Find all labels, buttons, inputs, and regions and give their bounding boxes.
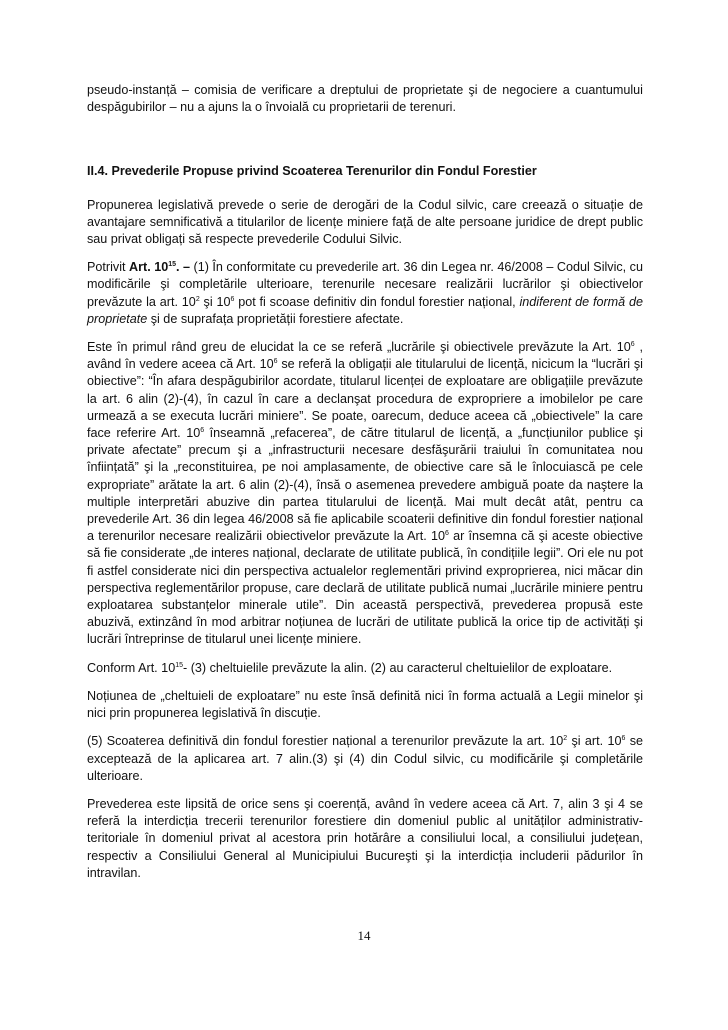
- italic-emphasis: indiferent de formă de proprietate: [87, 294, 644, 326]
- paragraph-costs: Conform Art. $10^{15}-$ (3) cheltuielile prevăzute la alin. (2) au caracterul cheltuielilor de exploatare.: [87, 660, 613, 675]
- article-ref: Art. $10^{15}$. –: [129, 260, 191, 275]
- paragraph-definition: Noțiunea de „cheltuieli de exploatare” nu este însă definită nici în forma actuală a Legii minelor şi nici prin propunerea legislativă în discuție.: [87, 688, 643, 721]
- paragraph-art-quote: Potrivit Art. $10^{15}$. – (1) În conformitate cu prevederile art. 36 din Legea nr. 46/2008 – Codul Silvic, cu modificările şi completările ulterioare, terenurile necesare realizării lucrărilor şi obiectivelor prevăzute la art. $10^2$ şi $10^6$ pot fi scoase definitiv din fondul forestier național, indiferent de formă de proprietate şi de suprafața proprietății forestiere afectate.: [87, 260, 644, 326]
- page-number: 14: [357, 928, 371, 943]
- document-body: [87, 82, 643, 893]
- section-heading: II.4. Prevederile Propuse privind Scoaterea Terenurilor din Fondul Forestier: [87, 164, 537, 179]
- paragraph-intro: Propunerea legislativă prevede o serie de derogări de la Codul silvic, care creează o situație de avantajare semnificativă a titularilor de licențe miniere față de alte persoane juridice de drept public sau privat obligați să respecte prevederile Codului Silvic.: [87, 197, 643, 247]
- paragraph-continuation: pseudo-instanță – comisia de verificare a dreptului de proprietate şi de negociere a cuantumului despăgubirilor – nu a ajuns la o învoială cu proprietarii de terenuri.: [87, 83, 643, 115]
- paragraph-analysis: Este în primul rând greu de elucidat la ce se referă „lucrările şi obiectivele prevăzute la Art. $10^6$ , având în vedere aceea că Art. $10^6$ se referă la obligații ale titularului de licență, nicicum la “lucrări şi obiective”: “În afara despăgubirilor acordate, titularul licenței de exploatare are obligațiile prevăzute la art. 6 alin (2)-(4), în cazul în care a declanşat procedura de expropriere a imobilelor pe care urmează a se executa lucrări miniere”. Se poate, oarecum, deduce aceea că „obiectivele” la care face referire Art. $10^6$ înseamnă „refacerea”, de către titularul de licență, a „funcțiunilor publice şi private afectate” precum şi a „infrastructurii necesare desfăşurării traiului în comunitatea nou înființată” şi la „reconstituirea, pe noi amplasamente, de obiective care să le înlocuiască pe cele expropriate” arătate la art. 6 alin (2)-(4), însă o asemenea prevedere ambiguă poate da naştere la multiple interpretări abuzive din partea titularului de licență. Mai mult decât atât, pentru ca prevederile Art. 36 din legea 46/2008 să fie aplicabile scoaterii definitive din fondul forestier național a terenurilor necesare realizării obiectivelor prevăzute la Art. $10^6$ ar însemna că şi aceste obiective să fie considerate „de interes național, declarate de utilitate publică, în condițiile legii”. Ori ele nu pot fi astfel considerate nici din perspectiva actualelor reglementări privind exproprierea, nici măcar din perspectiva reglementărilor propuse, care declară de utilitate publică numai „lucrările miniere pentru exploatarea substanțelor minerale utile”. Din această perspectivă, prevederea propusă este abuzivă, extinzând în mod arbitrar noțiunea de lucrări de utilitate publică la orice tip de activități şi lucrări întreprinse de titularul unei licențe miniere.: [87, 340, 643, 647]
- paragraph-conclusion: Prevederea este lipsită de orice sens şi coerență, având în vedere aceea că Art. 7, alin 3 şi 4 se referă la interdicția trecerii terenurilor forestiere din domeniul public al unităților administrativ-teritoriale în domeniul privat al acestora prin hotărâre a consiliului local, a consiliului județean, respectiv a Consiliului General al Municipiului Bucureşti şi la interdicția includerii pădurilor în intravilan.: [87, 796, 643, 880]
- paragraph-exception: (5) Scoaterea definitivă din fondul forestier național a terenurilor prevăzute la art. $10^2$ şi art. $10^6$ se exceptează de la aplicarea art. 7 alin.(3) şi (4) din Codul silvic, cu modificările şi completările ulterioare.: [87, 734, 644, 783]
